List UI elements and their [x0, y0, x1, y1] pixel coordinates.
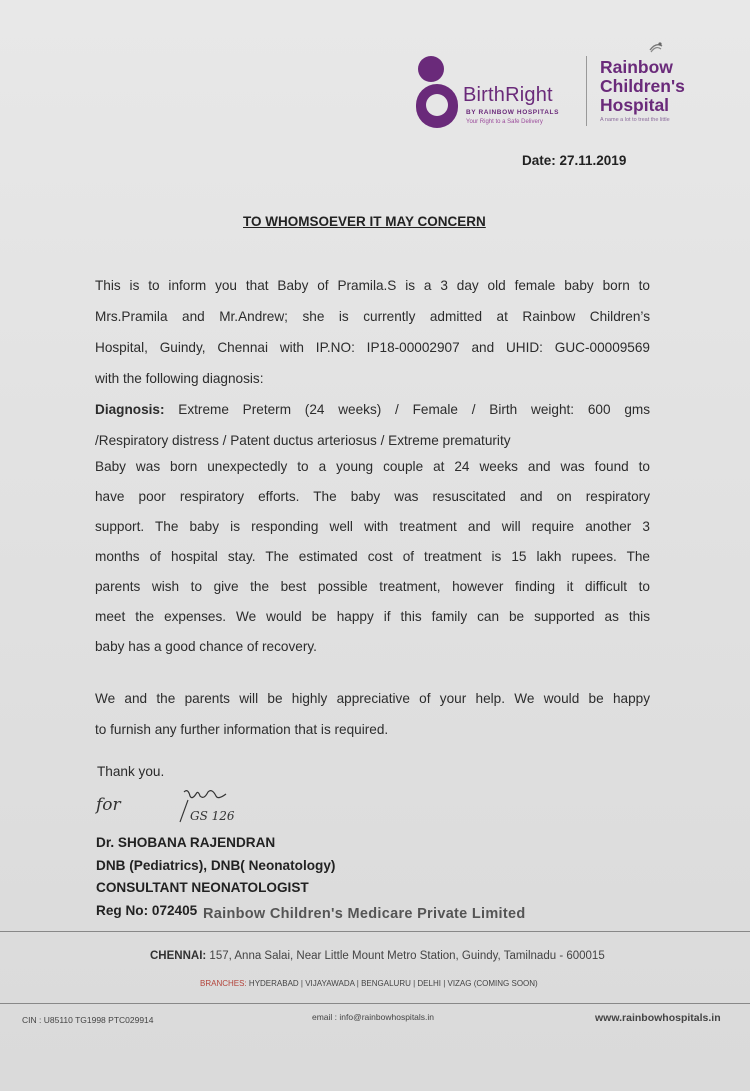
footer-address-label: CHENNAI: [150, 950, 207, 962]
appeal-line: to furnish any further information that is required. [95, 722, 389, 737]
rainbow-logo-tagline: A name a lot to treat the little [600, 117, 670, 123]
birthright-logo-icon [418, 56, 444, 82]
case-line: meet the expenses. We would be happy if this family can be supported as this [95, 609, 650, 624]
footer-branches-label: BRANCHES: [200, 979, 247, 988]
diagnosis-line-2: /Respiratory distress / Patent ductus arteriosus / Extreme prematurity [95, 433, 511, 448]
footer-email: email : info@rainbowhospitals.in [312, 1012, 435, 1022]
rainbow-logo-name [600, 58, 685, 115]
diagnosis-line [95, 394, 650, 425]
rainbow-logo-line2: Children's [600, 76, 685, 96]
appeal-line: We and the parents will be highly appreciative of your help. We would be happy [95, 691, 650, 706]
signatory-qualification: DNB (Pediatrics), DNB( Neonatology) [96, 857, 336, 873]
closing-thanks: Thank you. [97, 764, 165, 779]
birthright-logo-sub: BY RAINBOW HOSPITALS [466, 109, 560, 116]
signatory-name: Dr. SHOBANA RAJENDRAN [96, 835, 276, 850]
birthright-logo-body-icon [416, 84, 458, 128]
footer-divider [0, 931, 750, 932]
case-line: months of hospital stay. The estimated cost of treatment is 15 lakh rupees. The [95, 549, 650, 564]
rainbow-bird-icon [648, 40, 664, 54]
footer-company: Rainbow Children's Medicare Private Limited [203, 906, 526, 922]
footer-website: www.rainbowhospitals.in [595, 1012, 721, 1024]
case-line: support. The baby is responding well with treatment and will require another 3 [95, 519, 650, 534]
footer-cin: CIN : U85110 TG1998 PTC029914 [22, 1015, 154, 1025]
case-line: have poor respiratory efforts. The baby was resuscitated and on respiratory [95, 489, 650, 504]
footer-address [150, 950, 605, 962]
logo-divider [586, 56, 587, 126]
intro-line: This is to inform you that Baby of Pramila.S is a 3 day old female baby born to [95, 278, 650, 293]
diagnosis-text: Extreme Preterm (24 weeks) / Female / Birth weight: 600 gms [164, 402, 650, 417]
rainbow-logo-line3: Hospital [600, 95, 670, 115]
footer-divider-2 [0, 1003, 750, 1004]
case-line: baby has a good chance of recovery. [95, 639, 317, 654]
birthright-logo-name: BirthRight [463, 84, 553, 106]
diagnosis-label: Diagnosis: [95, 402, 165, 417]
signature-for: for [96, 795, 121, 815]
signature-mark-text: GS 126 [190, 809, 235, 823]
footer-branches [200, 979, 538, 988]
intro-line: Mrs.Pramila and Mr.Andrew; she is currently admitted at Rainbow Children’s [95, 309, 650, 324]
intro-paragraph [95, 270, 650, 456]
case-line: parents wish to give the best possible treatment, however finding it difficult to [95, 579, 650, 594]
letter-heading: TO WHOMSOEVER IT MAY CONCERN [243, 214, 486, 229]
intro-line: Hospital, Guindy, Chennai with IP.NO: IP18-00002907 and UHID: GUC-00009569 [95, 340, 650, 355]
case-paragraph [95, 452, 650, 662]
footer-branches-text: HYDERABAD | VIJAYAWADA | BENGALURU | DELHI | VIZAG (COMING SOON) [246, 979, 538, 988]
birthright-logo-tagline: Your Right to a Safe Delivery [466, 119, 543, 125]
signatory-reg-no: Reg No: 072405 [96, 902, 198, 918]
signatory-title: CONSULTANT NEONATOLOGIST [96, 880, 309, 895]
rainbow-logo-line1: Rainbow [600, 57, 673, 77]
appeal-paragraph [95, 683, 650, 745]
footer-address-text: 157, Anna Salai, Near Little Mount Metro Station, Guindy, Tamilnadu - 600015 [206, 950, 605, 962]
handwritten-signature [170, 786, 250, 826]
intro-line: with the following diagnosis: [95, 371, 264, 386]
letter-date: Date: 27.11.2019 [522, 153, 627, 168]
case-line: Baby was born unexpectedly to a young couple at 24 weeks and was found to [95, 459, 650, 474]
